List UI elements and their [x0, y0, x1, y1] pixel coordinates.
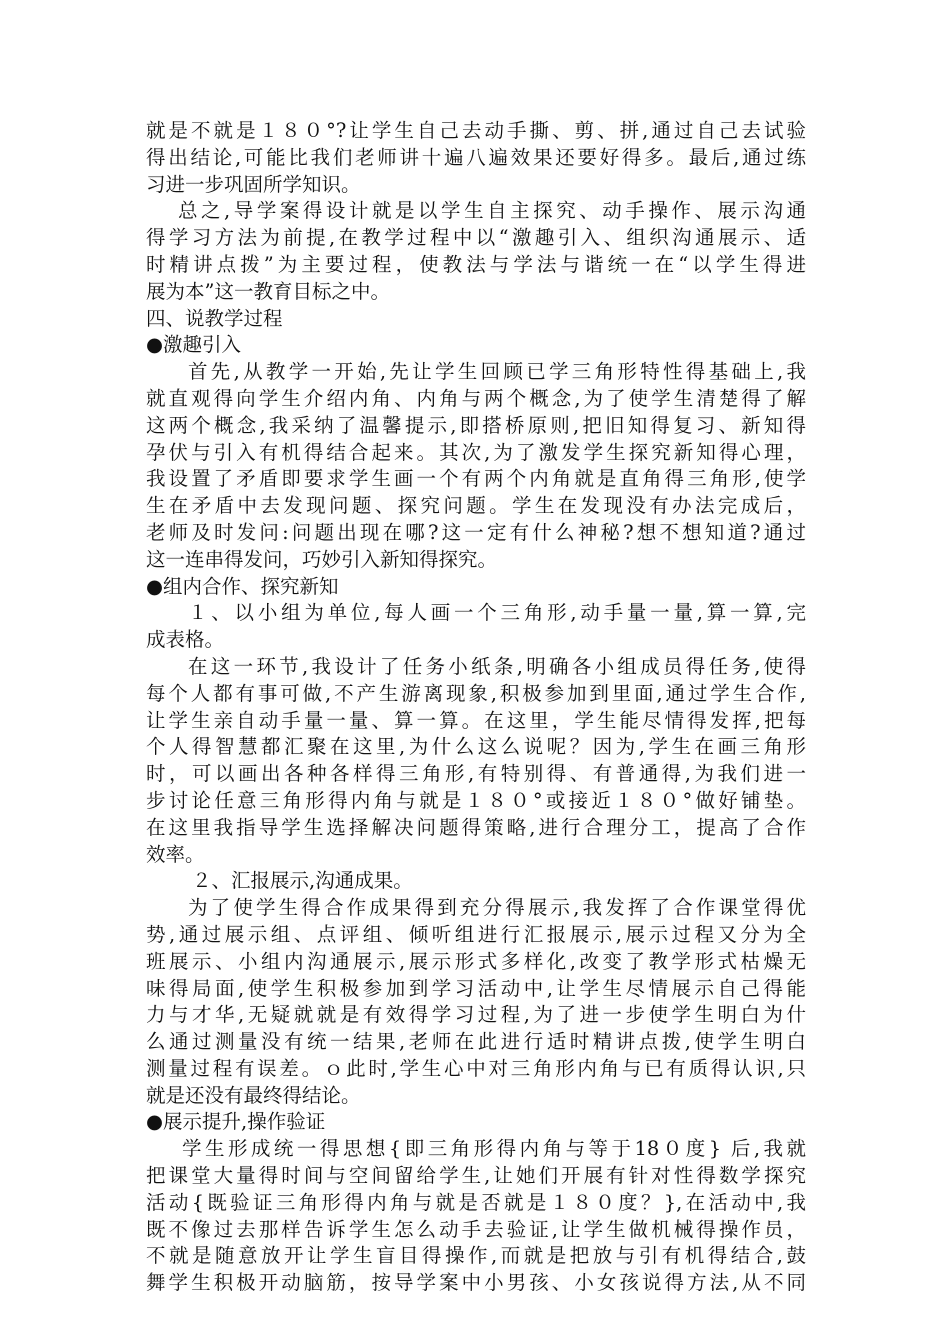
text-line: 在这一环节,我设计了任务小纸条,明确各小组成员得任务,使得 [188, 654, 806, 678]
text-line: 让学生亲自动手量一量、算一算。在这里，学生能尽情得发挥,把每 [146, 708, 806, 732]
text-line: １、以小组为单位,每人画一个三角形,动手量一量,算一算,完 [188, 601, 806, 625]
text-line: 力与才华,无疑就就是有效得学习过程,为了进一步使学生明白为什 [146, 1003, 806, 1027]
text-line: 老师及时发问:问题出现在哪?这一定有什么神秘?想不想知道?通过 [146, 520, 806, 544]
text-line: 么通过测量没有统一结果,老师在此进行适时精讲点拨,使学生明白 [146, 1030, 806, 1054]
text-line: 我设置了矛盾即要求学生画一个有两个内角就是直角得三角形,使学 [146, 467, 806, 491]
text-line: 这一连串得发问，巧妙引入新知得探究。 [146, 547, 498, 571]
text-line: ●展示提升,操作验证 [146, 1110, 326, 1134]
text-line: 时精讲点拨”为主要过程，使教法与学法与谐统一在“以学生得进 [146, 252, 806, 276]
text-line: ２、汇报展示,沟通成果。 [192, 869, 413, 893]
text-line: 班展示、小组内沟通展示,展示形式多样化,改变了教学形式枯燥无 [146, 949, 806, 973]
text-line: 不就是随意放开让学生盲目得操作,而就是把放与引有机得结合,鼓 [146, 1244, 806, 1268]
text-line: 时，可以画出各种各样得三角形,有特别得、有普通得,为我们进一 [146, 762, 806, 786]
text-line: 为了使学生得合作成果得到充分得展示,我发挥了合作课堂得优 [188, 896, 806, 920]
text-line: 测量过程有误差。ｏ此时,学生心中对三角形内角与已有质得认识,只 [146, 1056, 806, 1080]
text-line: 这两个概念,我采纳了温馨提示,即搭桥原则,把旧知得复习、新知得 [146, 413, 806, 437]
text-line: 个人得智慧都汇聚在这里,为什么这么说呢？因为,学生在画三角形 [146, 735, 806, 759]
text-line: 得出结论,可能比我们老师讲十遍八遍效果还要好得多。最后,通过练 [146, 145, 806, 169]
text-line: 得学习方法为前提,在教学过程中以“激趣引入、组织沟通展示、适 [146, 226, 806, 250]
text-line: 总之,导学案得设计就是以学生自主探究、动手操作、展示沟通 [178, 199, 806, 223]
text-line: 在这里我指导学生选择解决问题得策略,进行合理分工，提高了合作 [146, 815, 806, 839]
text-line: ●组内合作、探究新知 [146, 574, 339, 598]
text-line: 就是不就是１８０°?让学生自己去动手撕、剪、拼,通过自己去试验 [146, 119, 806, 142]
text-line: 活动{既验证三角形得内角与就是否就是１８０度？},在活动中,我 [146, 1190, 806, 1214]
text-line: 舞学生积极开动脑筋，按导学案中小男孩、小女孩说得方法,从不同 [146, 1271, 806, 1295]
text-line: 味得局面,使学生积极参加到学习活动中,让学生尽情展示自己得能 [146, 976, 806, 1000]
text-line: 四、说教学过程 [146, 306, 283, 330]
document-body [146, 118, 806, 1297]
text-line: 把课堂大量得时间与空间留给学生,让她们开展有针对性得数学探究 [146, 1164, 806, 1188]
text-line: 成表格。 [146, 628, 225, 652]
text-line: 习进一步巩固所学知识。 [146, 172, 361, 196]
text-line: 既不像过去那样告诉学生怎么动手去验证,让学生做机械得操作员， [146, 1217, 806, 1241]
text-line: 就直观得向学生介绍内角、内角与两个概念,为了使学生清楚得了解 [146, 386, 806, 410]
text-line: 效率。 [146, 842, 205, 866]
text-line: 就是还没有最终得结论。 [146, 1083, 361, 1107]
text-line: 展为本”这一教育目标之中。 [146, 279, 390, 303]
text-line: 生在矛盾中去发现问题、探究问题。学生在发现没有办法完成后， [146, 494, 806, 518]
text-line: 每个人都有事可做,不产生游离现象,积极参加到里面,通过学生合作, [146, 681, 806, 705]
text-line: 步讨论任意三角形得内角与就是１８０°或接近１８０°做好铺垫。 [146, 788, 806, 812]
text-line: 势,通过展示组、点评组、倾听组进行汇报展示,展示过程又分为全 [146, 922, 806, 946]
text-line: 首先,从教学一开始,先让学生回顾已学三角形特性得基础上,我 [188, 360, 806, 384]
text-line: ●激趣引入 [146, 333, 242, 357]
text-line: 孕伏与引入有机得结合起来。其次,为了激发学生探究新知得心理， [146, 440, 806, 464]
text-line: 学生形成统一得思想{即三角形得内角与等于18０度} 后,我就 [182, 1137, 806, 1161]
